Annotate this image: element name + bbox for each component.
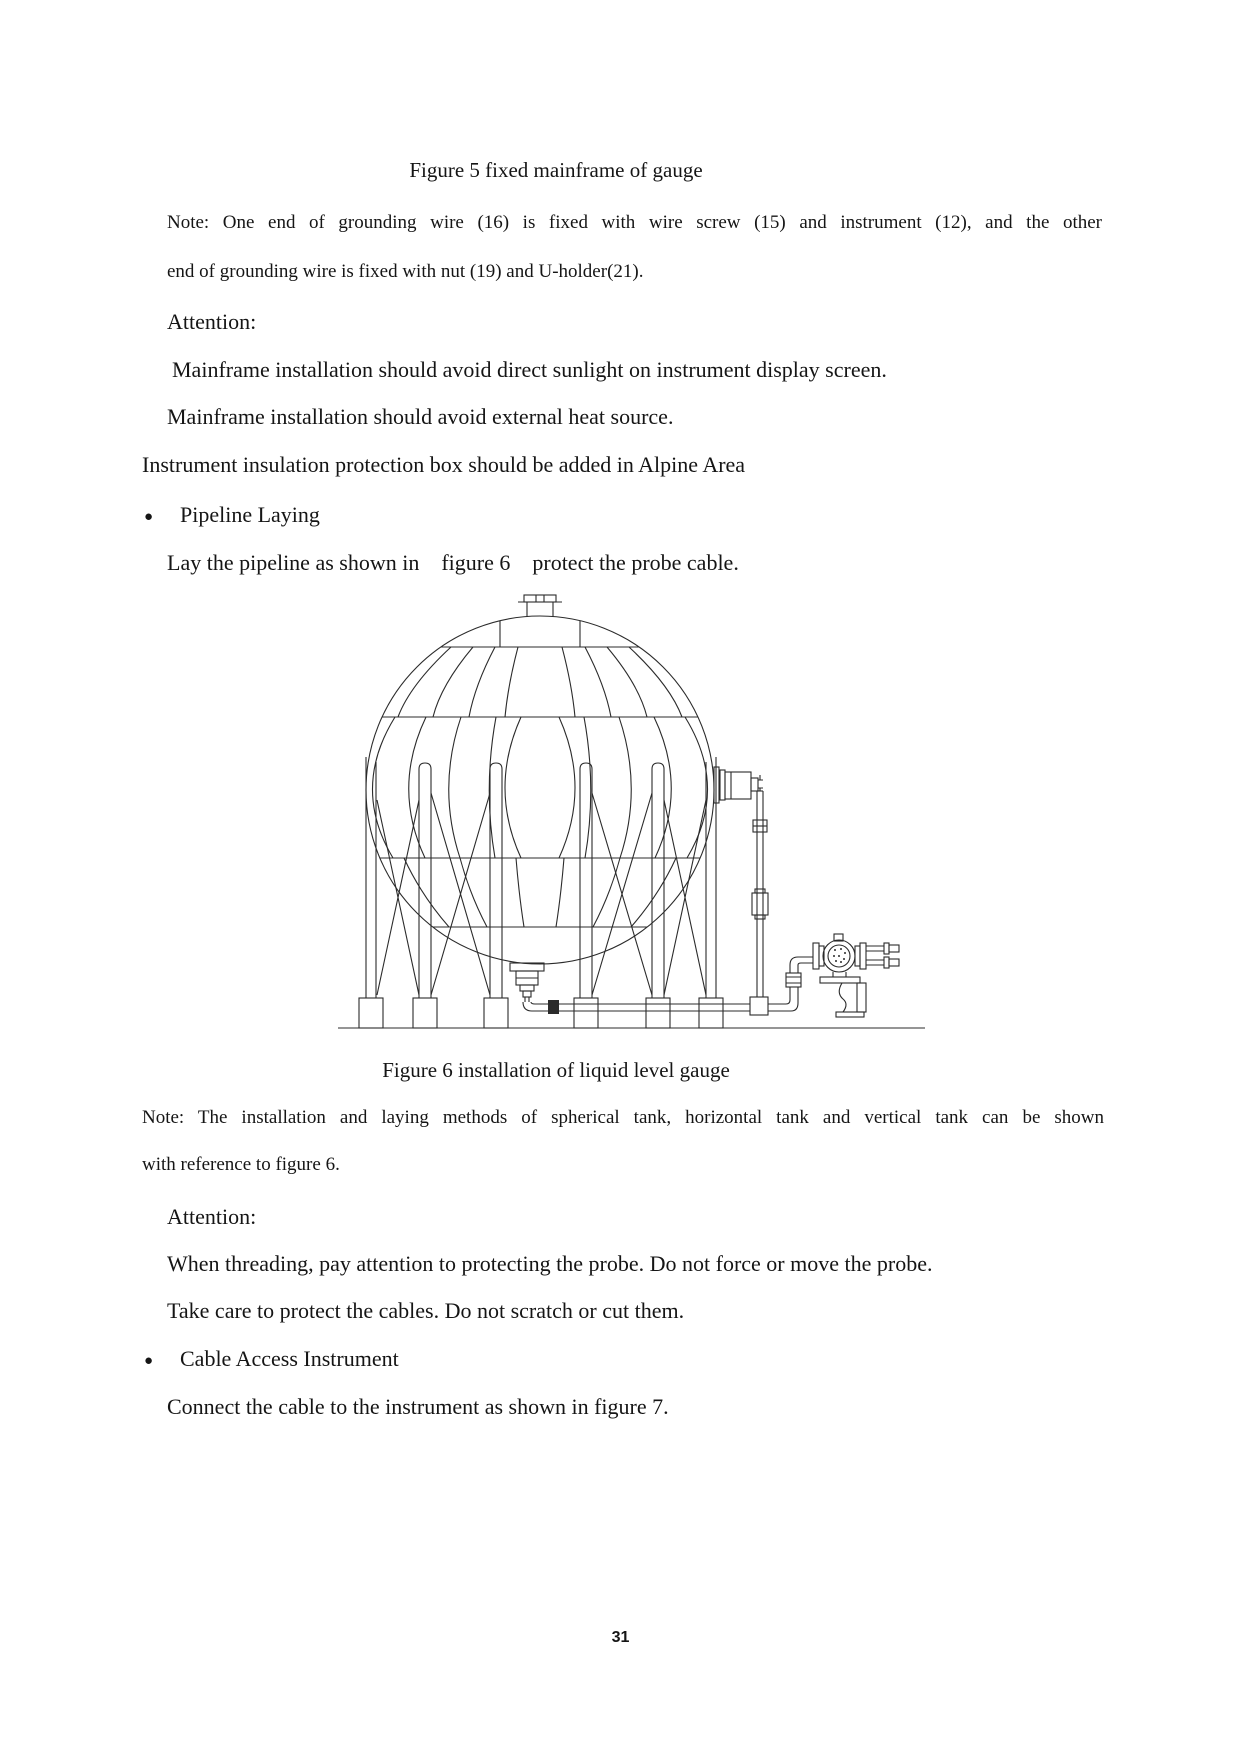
cable-instruction: Connect the cable to the instrument as shown in figure 7.	[167, 1394, 669, 1419]
note2-line1: Note: The installation and laying methods of spherical tank, horizontal tank and vertical tank can be shown	[142, 1107, 1104, 1128]
note2-line2: with reference to figure 6.	[142, 1154, 340, 1175]
bullet-icon: ●	[144, 509, 154, 525]
attention1-item2: Mainframe installation should avoid external heat source.	[167, 404, 674, 429]
attention2-heading: Attention:	[167, 1204, 257, 1229]
pipeline-laying-heading: Pipeline Laying	[180, 502, 320, 527]
level-gauge-instrument	[714, 767, 768, 997]
note1-line2: end of grounding wire is fixed with nut (19) and U-holder(21).	[167, 261, 644, 282]
attention1-item1: Mainframe installation should avoid direct sunlight on instrument display screen.	[172, 357, 887, 382]
junction-box	[813, 934, 899, 1017]
note1-line1: Note: One end of grounding wire (16) is fixed with wire screw (15) and instrument (12), and the other	[167, 212, 1102, 233]
bullet-icon: ●	[144, 1353, 154, 1369]
bottom-outlet-valve	[510, 963, 559, 1014]
pipeline-instruction: Lay the pipeline as shown in figure 6 protect the probe cable.	[167, 550, 739, 575]
alpine-note: Instrument insulation protection box should be added in Alpine Area	[142, 452, 746, 477]
figure5-caption: Figure 5 fixed mainframe of gauge	[409, 158, 703, 182]
spherical-tank	[366, 595, 714, 964]
cable-access-heading: Cable Access Instrument	[180, 1346, 399, 1371]
figure6-drawing	[300, 590, 945, 1035]
attention2-item2: Take care to protect the cables. Do not scratch or cut them.	[167, 1298, 685, 1323]
attention2-item1: When threading, pay attention to protecting the probe. Do not force or move the probe.	[167, 1251, 933, 1276]
page-number: 31	[611, 1629, 630, 1646]
attention1-heading: Attention:	[167, 309, 257, 334]
figure6-caption: Figure 6 installation of liquid level gauge	[382, 1058, 730, 1082]
pipeline	[559, 957, 813, 1015]
